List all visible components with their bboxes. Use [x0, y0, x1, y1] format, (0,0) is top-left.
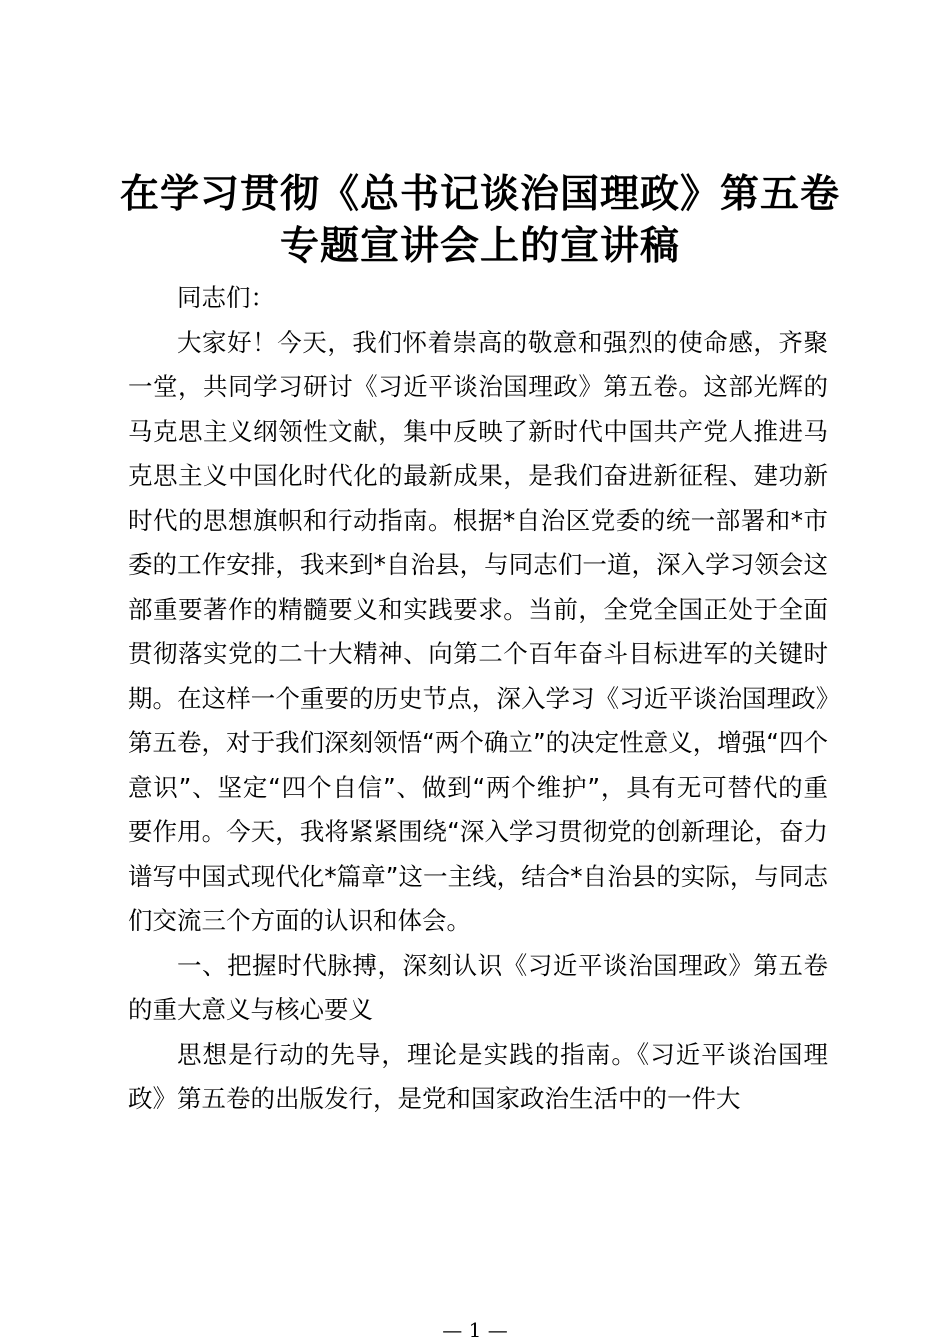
intro-paragraph: 大家好！今天，我们怀着崇高的敬意和强烈的使命感，齐聚一堂，共同学习研讨《习近平谈治国理政》第五卷。这部光辉的马克思主义纲领性文献，集中反映了新时代中国共产党人推进马克思主义中国化时代化的最新成果，是我们奋进新征程、建功新时代的思想旗帜和行动指南。根据*自治区党委的统一部署和*市委的工作安排，我来到*自治县，与同志们一道，深入学习领会这部重要著作的精髓要义和实践要求。当前，全党全国正处于全面贯彻落实党的二十大精神、向第二个百年奋斗目标进军的关键时期。在这样一个重要的历史节点，深入学习《习近平谈治国理政》第五卷，对于我们深刻领悟“两个确立”的决定性意义，增强“四个意识”、坚定“四个自信”、做到“两个维护”，具有无可替代的重要作用。今天，我将紧紧围绕“深入学习贯彻党的创新理论，奋力谱写中国式现代化*篇章”这一主线，结合*自治县的实际，与同志们交流三个方面的认识和体会。 — [128, 327, 828, 935]
page-number: — 1 — — [442, 1318, 508, 1342]
document-body — [128, 276, 828, 1122]
document-title: 在学习贯彻《总书记谈治国理政》第五卷专题宣讲会上的宣讲稿 — [119, 171, 840, 269]
section-heading: 一、把握时代脉搏，深刻认识《习近平谈治国理政》第五卷的重大意义与核心要义 — [128, 950, 828, 1024]
salutation-paragraph: 同志们： — [177, 283, 275, 312]
body-paragraph: 思想是行动的先导，理论是实践的指南。《习近平谈治国理政》第五卷的出版发行，是党和国家政治生活中的一件大 — [128, 1039, 828, 1113]
